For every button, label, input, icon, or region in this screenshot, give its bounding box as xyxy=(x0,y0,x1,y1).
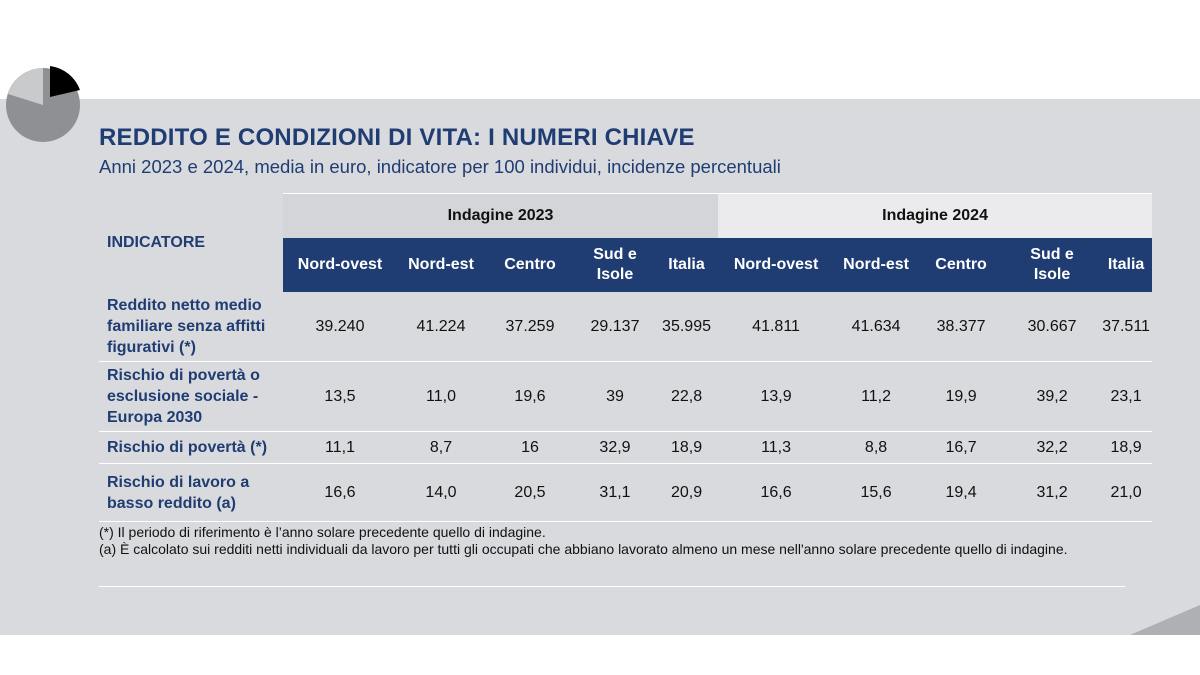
table-notes xyxy=(99,524,1124,558)
table-cell: 41.634 xyxy=(834,292,918,362)
column-header: Italia xyxy=(1100,238,1152,292)
table-cell: 32,9 xyxy=(575,432,655,464)
row-label: Rischio di povertà o esclusione sociale - Europa 2030 xyxy=(99,362,283,432)
table-row xyxy=(99,292,1152,362)
table-cell: 20,9 xyxy=(655,464,718,522)
pie-chart-icon xyxy=(4,64,86,146)
table-cell: 11,1 xyxy=(283,432,397,464)
table-cell: 23,1 xyxy=(1100,362,1152,432)
table-cell: 16,7 xyxy=(918,432,1004,464)
table-cell: 16 xyxy=(485,432,575,464)
year-header-2024: Indagine 2024 xyxy=(718,194,1152,239)
table-cell: 35.995 xyxy=(655,292,718,362)
table-cell: 39 xyxy=(575,362,655,432)
table-cell: 13,9 xyxy=(718,362,834,432)
row-label: Rischio di lavoro a basso reddito (a) xyxy=(99,464,283,522)
table-cell: 11,0 xyxy=(397,362,485,432)
table-cell: 39,2 xyxy=(1004,362,1100,432)
table-cell: 41.811 xyxy=(718,292,834,362)
table-cell: 29.137 xyxy=(575,292,655,362)
table-cell: 16,6 xyxy=(718,464,834,522)
table-cell: 8,7 xyxy=(397,432,485,464)
table-cell: 14,0 xyxy=(397,464,485,522)
notes-divider xyxy=(99,586,1125,587)
column-header: Sud e Isole xyxy=(575,238,655,292)
column-header: Nord-est xyxy=(834,238,918,292)
column-header: Nord-est xyxy=(397,238,485,292)
table-cell: 19,6 xyxy=(485,362,575,432)
table-cell: 22,8 xyxy=(655,362,718,432)
table-cell: 18,9 xyxy=(1100,432,1152,464)
table-cell: 30.667 xyxy=(1004,292,1100,362)
table-cell: 11,2 xyxy=(834,362,918,432)
table-cell: 19,9 xyxy=(918,362,1004,432)
page-title: REDDITO E CONDIZIONI DI VITA: I NUMERI CHIAVE xyxy=(99,124,695,151)
table-cell: 41.224 xyxy=(397,292,485,362)
column-header: Nord-ovest xyxy=(718,238,834,292)
table-cell: 31,2 xyxy=(1004,464,1100,522)
table-cell: 20,5 xyxy=(485,464,575,522)
footnote: (a) È calcolato sui redditi netti individuali da lavoro per tutti gli occupati che abbiano lavorato almeno un mese nell'anno solare precedente quello di indagine. xyxy=(99,541,1068,557)
table-cell: 16,6 xyxy=(283,464,397,522)
table-cell: 11,3 xyxy=(718,432,834,464)
table-cell: 18,9 xyxy=(655,432,718,464)
table-cell: 15,6 xyxy=(834,464,918,522)
column-header: Nord-ovest xyxy=(283,238,397,292)
key-figures-table xyxy=(99,193,1152,522)
corner-decoration-icon xyxy=(1130,605,1200,635)
table-cell: 21,0 xyxy=(1100,464,1152,522)
year-header-2023: Indagine 2023 xyxy=(283,194,718,239)
table-cell: 38.377 xyxy=(918,292,1004,362)
column-header: Centro xyxy=(485,238,575,292)
table-cell: 32,2 xyxy=(1004,432,1100,464)
table-cell: 13,5 xyxy=(283,362,397,432)
table-cell: 39.240 xyxy=(283,292,397,362)
table-cell: 31,1 xyxy=(575,464,655,522)
page-subtitle: Anni 2023 e 2024, media in euro, indicatore per 100 individui, incidenze percentuali xyxy=(99,156,781,177)
table-cell: 8,8 xyxy=(834,432,918,464)
table-cell: 37.511 xyxy=(1100,292,1152,362)
table-row xyxy=(99,362,1152,432)
table-cell: 37.259 xyxy=(485,292,575,362)
column-header: Centro xyxy=(918,238,1004,292)
row-label: Rischio di povertà (*) xyxy=(99,432,283,464)
column-header: Sud e Isole xyxy=(1004,238,1100,292)
row-label: Reddito netto medio familiare senza affitti figurativi (*) xyxy=(99,292,283,362)
table-row xyxy=(99,464,1152,522)
table-row xyxy=(99,432,1152,464)
indicator-column-header: INDICATORE xyxy=(99,194,283,293)
table-cell: 19,4 xyxy=(918,464,1004,522)
footnote: (*) Il periodo di riferimento è l’anno solare precedente quello di indagine. xyxy=(99,524,546,540)
column-header: Italia xyxy=(655,238,718,292)
